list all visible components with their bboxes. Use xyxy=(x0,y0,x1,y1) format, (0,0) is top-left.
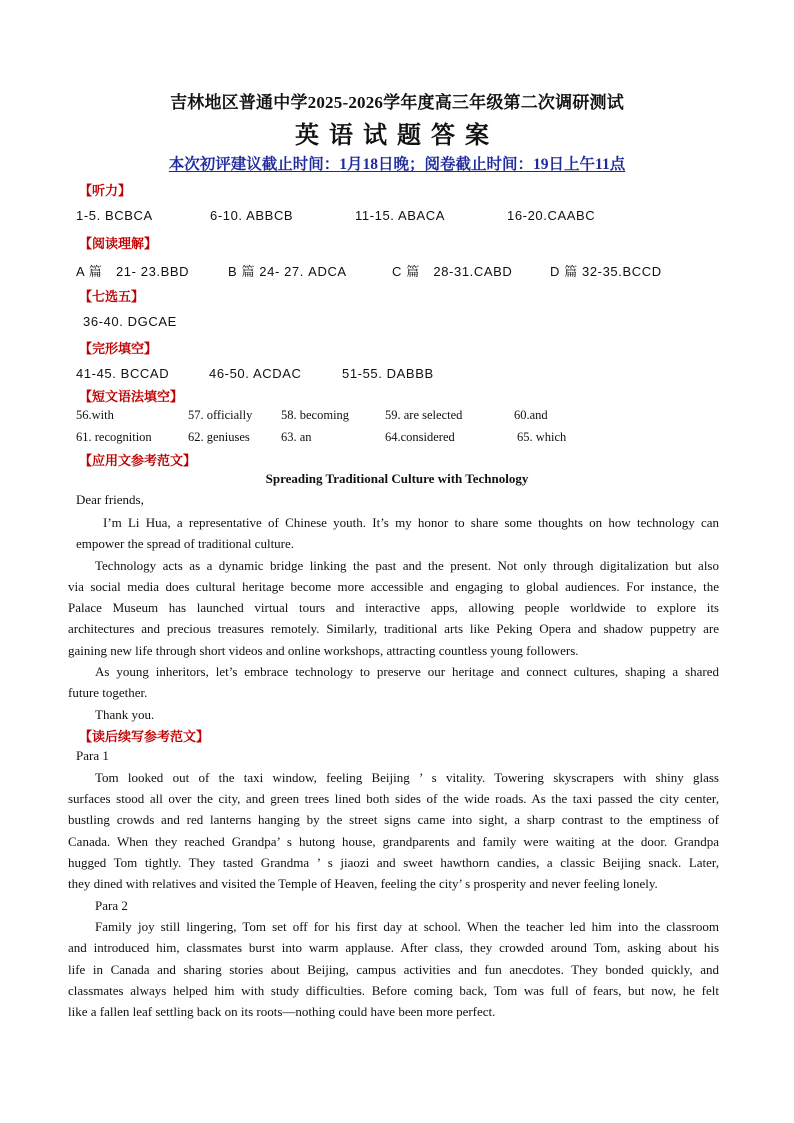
grammar-heading: 【短文语法填空】 xyxy=(79,390,184,405)
letter-line: future together. xyxy=(68,685,148,700)
letter-line: via social media does cultural heritage become more accessible and engaging to global audiences. For instance, the xyxy=(68,579,719,594)
grading-deadline: 本次初评建议截止时间：1月18日晚；阅卷截止时间：19日上午11点 xyxy=(168,156,626,173)
para2-line: and introduced him, classmates burst into warm applause. After class, they crowded around Tom, asking about his xyxy=(68,940,719,955)
reading-answers-d: D 篇 32-35.BCCD xyxy=(550,264,662,279)
para1-label: Para 1 xyxy=(76,748,109,763)
letter-line: architectures and precious treasures remotely. Similarly, traditional arts like Peking Opera and shadow puppetry are xyxy=(68,621,719,636)
listening-heading: 【听力】 xyxy=(79,184,132,199)
para2-line: like a fallen leaf settling back on its roots—nothing could have been more perfect. xyxy=(68,1004,496,1019)
cloze-answers-1: 41-45. BCCAD xyxy=(76,366,170,381)
letter-line: As young inheritors, let’s embrace technology to preserve our heritage and connect cultures, shaping a shared xyxy=(95,664,719,679)
para1-line: they dined with relatives and visited the Temple of Heaven, feeling the city’ s prosperity and never feeling lonely. xyxy=(68,876,658,891)
para1-line: hugged Tom tightly. They tasted Grandma ’ s jiaozi and sweet hawthorn candies, a classic Beijing snack. Later, xyxy=(68,855,719,870)
grammar-answer-57: 57. officially xyxy=(188,408,253,422)
letter-line: I’m Li Hua, a representative of Chinese youth. It’s my honor to share some thoughts on how technology can xyxy=(103,515,719,530)
grammar-answer-64: 64.considered xyxy=(385,430,455,444)
para2-line: life in Canada and sharing stories about Beijing, campus activities and fun anecdotes. They bonded quickly, and xyxy=(68,962,719,977)
cloze-heading: 【完形填空】 xyxy=(79,342,158,357)
para1-line: bustling crowds and red lanterns hanging by the street signs came into sight, a sharp contrast to the emptiness of xyxy=(68,812,719,827)
listening-answers-2: 6-10. ABBCB xyxy=(210,208,294,223)
listening-answers-3: 11-15. ABACA xyxy=(355,208,446,223)
para1-line: Tom looked out of the taxi window, feeling Beijing ’ s vitality. Towering skyscrapers with shiny glass xyxy=(95,770,719,785)
grammar-answer-65: 65. which xyxy=(517,430,567,444)
seven-choose-five-answers: 36-40. DGCAE xyxy=(83,314,177,329)
cloze-answers-3: 51-55. DABBB xyxy=(342,366,434,381)
grammar-answer-58: 58. becoming xyxy=(281,408,350,422)
para1-line: surfaces stood all over the city, and green trees lined both sides of the wide roads. As the taxi passed the city center, xyxy=(68,791,719,806)
cloze-answers-2: 46-50. ACDAC xyxy=(209,366,302,381)
listening-answers-4: 16-20.CAABC xyxy=(507,208,596,223)
exam-title: 吉林地区普通中学2025-2026学年度高三年级第二次调研测试 xyxy=(170,93,624,112)
reading-answers-b: B 篇 24- 27. ADCA xyxy=(228,264,347,279)
reading-answers-a: A 篇 21- 23.BBD xyxy=(76,264,190,279)
answer-key-title: 英语试题答案 xyxy=(295,123,499,149)
para2-label: Para 2 xyxy=(95,898,128,913)
para2-line: Family joy still lingering, Tom set off for his first day at school. When the teacher led him into the classroom xyxy=(95,919,719,934)
reading-heading: 【阅读理解】 xyxy=(79,237,158,252)
letter-closing: Thank you. xyxy=(95,707,155,722)
seven-choose-five-heading: 【七选五】 xyxy=(79,290,145,305)
grammar-answer-61: 61. recognition xyxy=(76,430,152,444)
grammar-answer-56: 56.with xyxy=(76,408,114,422)
grammar-answer-62: 62. geniuses xyxy=(188,430,250,444)
practical-writing-title: Spreading Traditional Culture with Technology xyxy=(265,471,529,486)
practical-writing-heading: 【应用文参考范文】 xyxy=(79,454,197,469)
grammar-answer-63: 63. an xyxy=(281,430,312,444)
grammar-answer-60: 60.and xyxy=(514,408,548,422)
letter-line: empower the spread of traditional culture. xyxy=(76,536,295,551)
para2-line: classmates always helped him with study difficulties. Before coming back, Tom was full of fears, but now, he felt xyxy=(68,983,719,998)
listening-answers-1: 1-5. BCBCA xyxy=(76,208,153,223)
continuation-writing-heading: 【读后续写参考范文】 xyxy=(79,730,210,745)
reading-answers-c: C 篇 28-31.CABD xyxy=(392,264,513,279)
letter-line: Technology acts as a dynamic bridge linking the past and the present. Not only through digitalization but also xyxy=(95,558,719,573)
letter-greeting: Dear friends, xyxy=(76,492,144,507)
letter-line: Palace Museum has launched virtual tours and interactive apps, allowing people worldwide to explore its xyxy=(68,600,719,615)
grammar-answer-59: 59. are selected xyxy=(385,408,463,422)
letter-line: gaining new life through short videos and online workshops, attracting countless young followers. xyxy=(68,643,579,658)
para1-line: Canada. When they reached Grandpa’ s hutong house, grandparents and family were waiting at the door. Grandpa xyxy=(68,834,719,849)
